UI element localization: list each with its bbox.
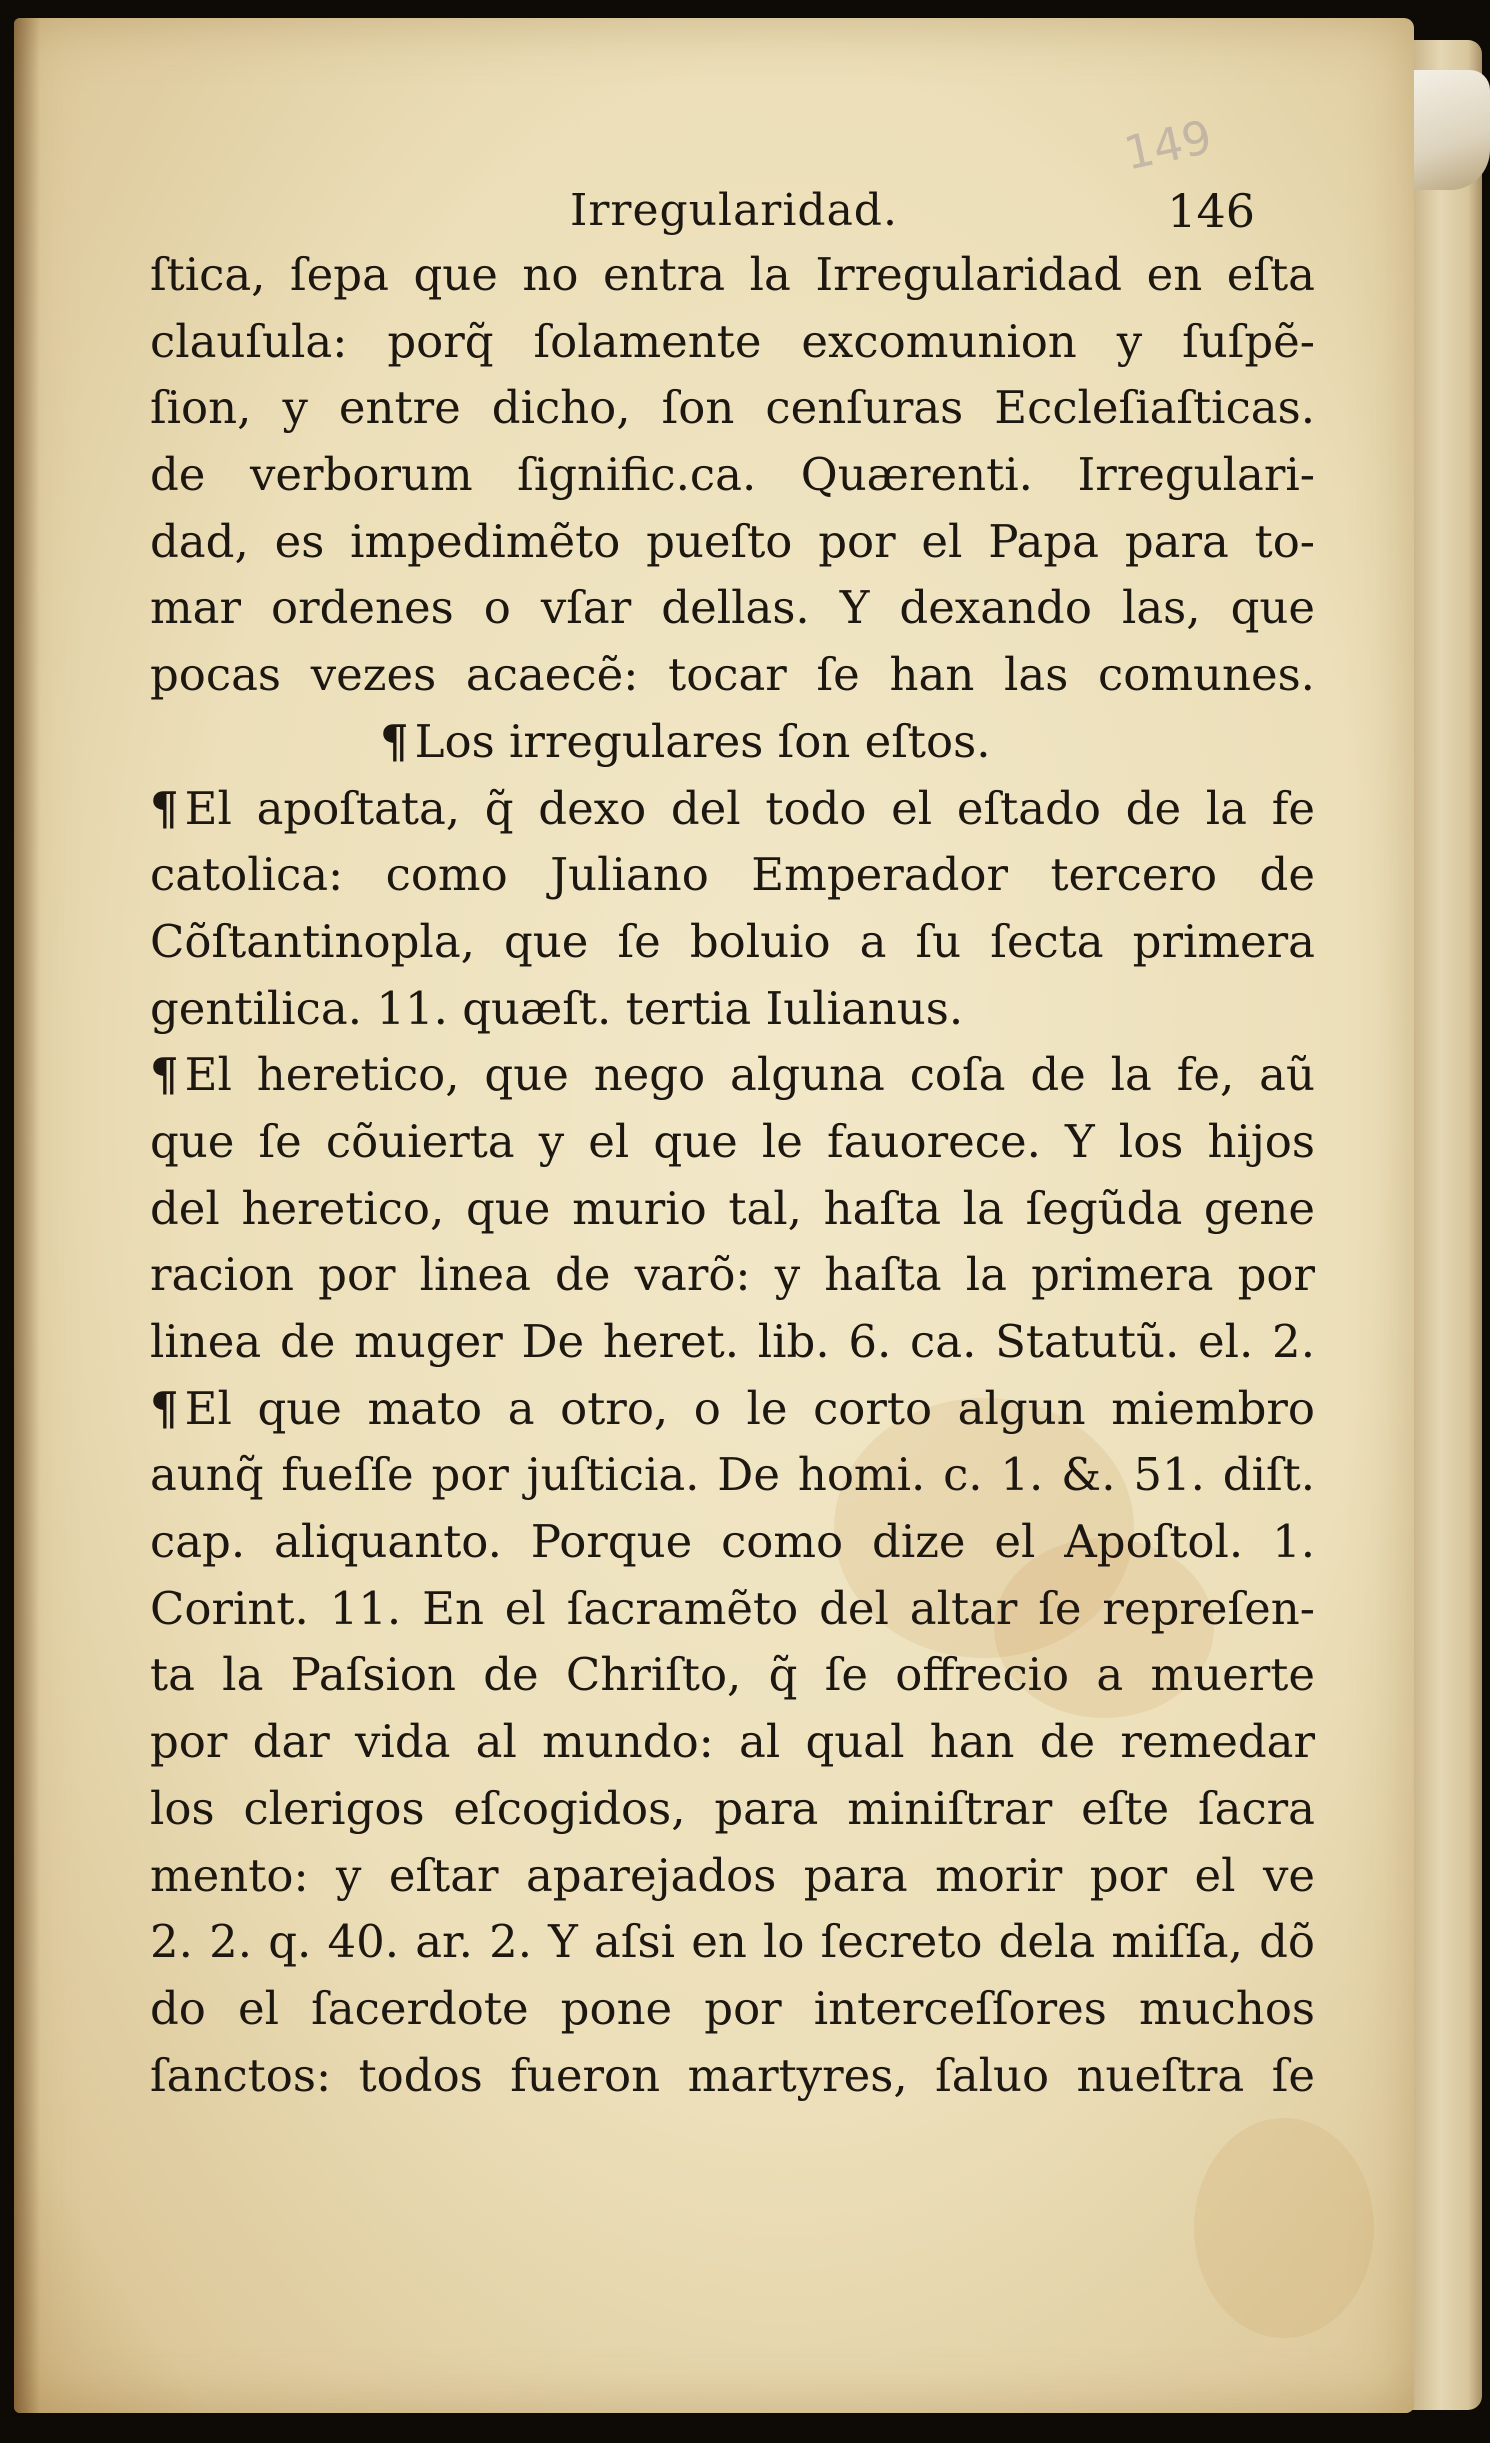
- paragraph-heretic: [150, 1042, 1315, 1375]
- page-number: 146: [1167, 184, 1255, 238]
- pilcrow-mark: ¶: [150, 1048, 179, 1102]
- section-heading-text: Los irregulares ſon eſtos.: [414, 714, 991, 768]
- text-line: dad, es impedimẽto pueſto por el Papa para to-: [150, 514, 1315, 568]
- text-line: catolica: como Juliano Emperador tercero de: [150, 848, 1315, 902]
- text-block: [150, 180, 1315, 2109]
- text-line: racion por linea de varõ: y haſta la primera por: [150, 1248, 1315, 1302]
- section-heading: [150, 709, 1315, 776]
- text-line: del heretico, que murio tal, haſta la ſegũda gene: [150, 1181, 1315, 1235]
- text-line: aunq̃ fueſſe por juſticia. De homi. c. 1. &. 51. diſt.: [150, 1448, 1315, 1502]
- text-line: gentilica. 11. quæſt. tertia Iulianus.: [150, 981, 964, 1035]
- spine-shadow: [14, 18, 40, 2413]
- text-line: de verborum ſignific.ca. Quærenti. Irregulari-: [150, 448, 1315, 502]
- text-line: ſtica, ſepa que no entra la Irregularidad en eſta: [150, 248, 1315, 301]
- adjacent-leaf-edge: [1412, 40, 1482, 2410]
- text-line: que ſe cõuierta y el que le fauorece. Y los hijos: [150, 1114, 1315, 1168]
- text-line: Cõſtantinopla, que ſe boluio a ſu ſecta primera: [150, 914, 1315, 968]
- text-line: pocas vezes acaecẽ: tocar ſe han las comunes.: [150, 648, 1315, 702]
- text-line: ta la Paſsion de Chriſto, q̃ ſe offrecio a muerte: [150, 1648, 1315, 1702]
- text-line: do el ſacerdote pone por interceſſores muchos: [150, 1981, 1315, 2035]
- page-header: [150, 180, 1315, 242]
- running-title: Irregularidad.: [570, 185, 898, 236]
- paragraph-apostate: [150, 776, 1315, 1043]
- pilcrow-mark: ¶: [150, 781, 179, 835]
- shelf-mark: 149: [1119, 109, 1217, 181]
- text-line: cap. aliquanto. Porque como dize el Apoſtol. 1.: [150, 1515, 1315, 1569]
- adjacent-leaf-fold: [1410, 70, 1490, 190]
- text-line: clauſula: porq̃ ſolamente excomunion y ſuſpẽ-: [150, 314, 1315, 368]
- paragraph-homicide: [150, 1376, 1315, 2110]
- text-line: ¶ El apoſtata, q̃ dexo del todo el eſtado de la fe: [150, 781, 1315, 835]
- pilcrow-mark: ¶: [150, 1381, 179, 1435]
- text-line: linea de muger De heret. lib. 6. ca. Statutũ. el. 2.: [150, 1315, 1315, 1368]
- text-line: ſion, y entre dicho, ſon cenſuras Eccleſiaſticas.: [150, 381, 1315, 435]
- text-line: ¶ El que mato a otro, o le corto algun miembro: [150, 1381, 1315, 1435]
- text-line: mar ordenes o vſar dellas. Y dexando las, que: [150, 581, 1315, 635]
- opening-passage: [150, 242, 1315, 709]
- text-line: mento: y eſtar aparejados para morir por el ve: [150, 1848, 1315, 1902]
- text-line: ſanctos: todos fueron martyres, ſaluo nueſtra ſe: [150, 2048, 1315, 2102]
- text-line: ¶ El heretico, que nego alguna coſa de la fe, aũ: [150, 1048, 1315, 1102]
- text-line: 2. 2. q. 40. ar. 2. Y aſsi en lo ſecreto dela miſſa, dõ: [150, 1915, 1315, 1969]
- text-line: por dar vida al mundo: al qual han de remedar: [150, 1715, 1315, 1769]
- pilcrow-mark: ¶: [380, 714, 409, 768]
- text-line: los clerigos eſcogidos, para miniſtrar eſte ſacra: [150, 1781, 1315, 1835]
- text-line: Corint. 11. En el ſacramẽto del altar ſe repreſen-: [150, 1581, 1315, 1635]
- paper-stain: [1194, 2118, 1374, 2338]
